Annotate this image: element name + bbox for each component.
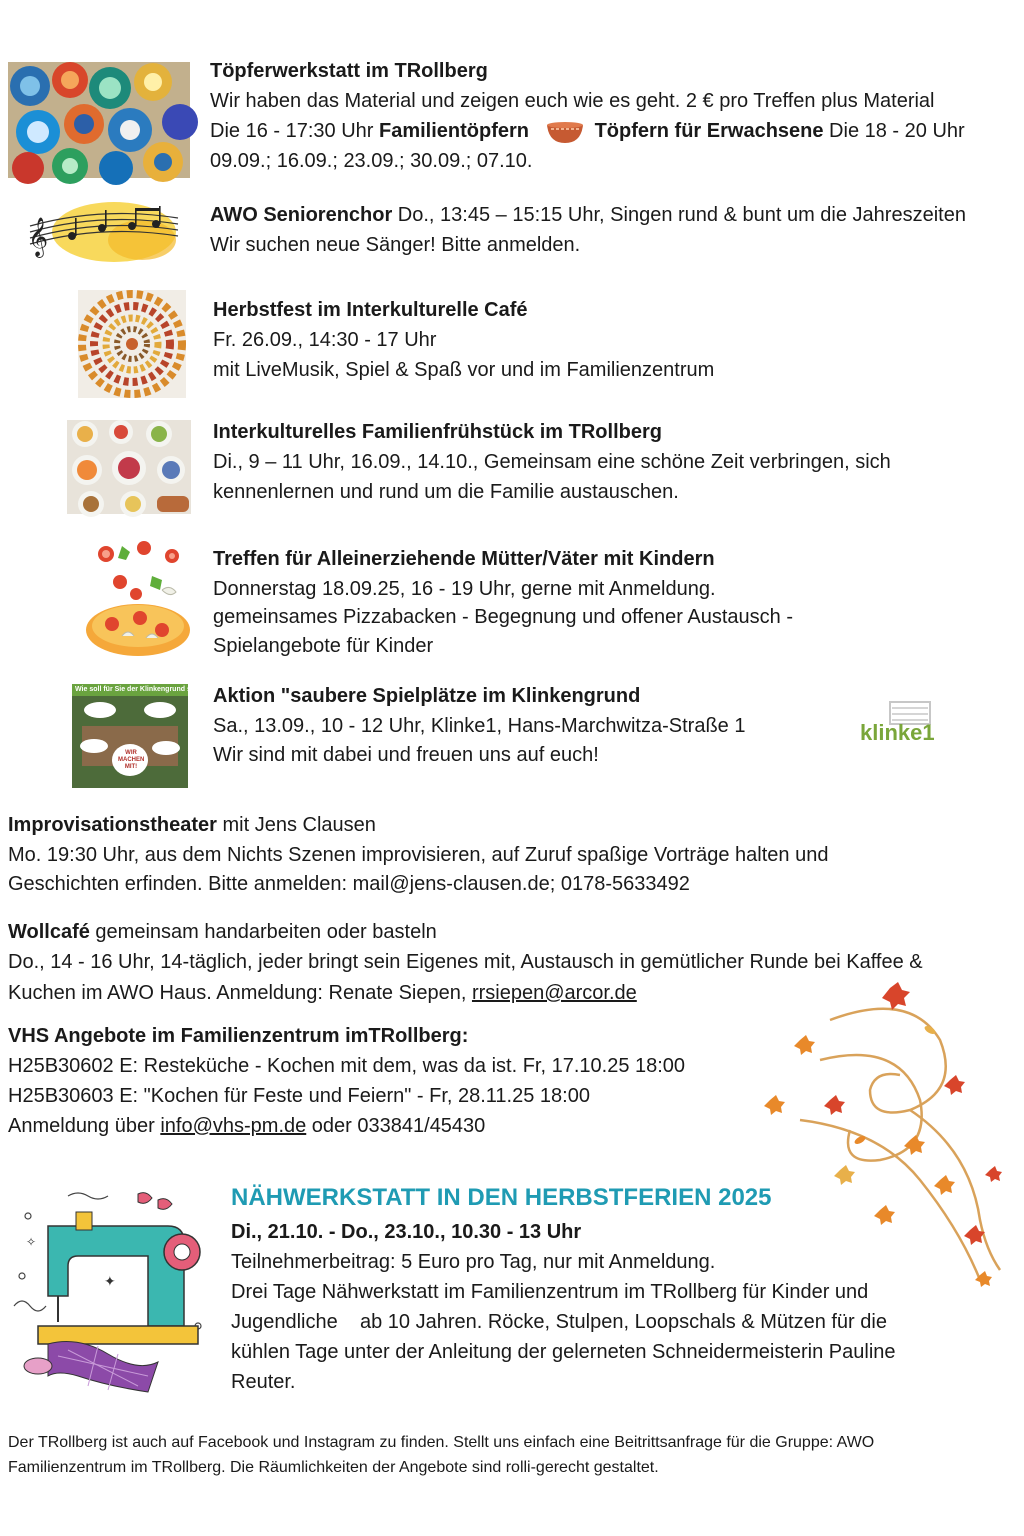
footer-line-2: Familienzentrum im TRollberg. Die Räumlichkeiten der Angebote sind rolli-gerecht gestaltet. [8, 1459, 659, 1476]
pottery-description: Wir haben das Material und zeigen euch wie es geht. 2 € pro Treffen plus Material [210, 90, 935, 112]
autumn-fest-title: Herbstfest im Interkulturelle Café [213, 299, 528, 321]
sewing-workshop-desc-1: Drei Tage Nähwerkstatt im Familienzentrum im TRollberg für Kinder und [231, 1281, 869, 1303]
footer-line-1: Der TRollberg ist auch auf Facebook und Instagram zu finden. Stellt uns einfach eine Beitrittsanfrage für die Gruppe: AWO [8, 1434, 875, 1451]
breakfast-schedule: Di., 9 – 11 Uhr, 16.09., 14.10., Gemeinsam eine schöne Zeit verbringen, sich [213, 451, 891, 473]
single-parents-title: Treffen für Alleinerziehende Mütter/Väter mit Kindern [213, 548, 715, 570]
breakfast-table-image [67, 420, 191, 514]
vhs-email-link[interactable]: info@vhs-pm.de [160, 1115, 307, 1137]
pottery-dates: 09.09.; 16.09.; 23.09.; 30.09.; 07.10. [210, 150, 533, 172]
poster-header: Wie soll für Sie der Klinkengrund sein? [72, 684, 188, 696]
pottery-adults-label: Töpfern für Erwachsene [594, 120, 824, 142]
svg-text:𝄞: 𝄞 [28, 217, 49, 257]
impro-description: Mo. 19:30 Uhr, aus dem Nichts Szenen improvisieren, auf Zuruf spaßige Vorträge halten und [8, 844, 829, 866]
svg-text:✦: ✦ [104, 1274, 116, 1290]
wool-cafe-registration [8, 978, 637, 1008]
pottery-adults-time: Die 18 - 20 Uhr [823, 120, 965, 142]
sewing-workshop-fee: Teilnehmerbeitrag: 5 Euro pro Tag, nur mit Anmeldung. [231, 1251, 716, 1273]
single-parents-time: Donnerstag 18.09.25, 16 - 19 Uhr, gerne mit Anmeldung. [213, 578, 716, 600]
single-parents-description: gemeinsames Pizzabacken - Begegnung und offener Austausch - [213, 606, 793, 628]
svg-text:✧: ✧ [26, 1235, 37, 1249]
choir-title: AWO Seniorenchor [210, 204, 393, 226]
autumn-leaves-swirl-image [760, 980, 1010, 1290]
sewing-workshop-dates: Di., 21.10. - Do., 23.10., 10.30 - 13 Uhr [231, 1221, 582, 1243]
pottery-family-label: Familientöpfern [378, 120, 529, 142]
klinkengrund-poster-image [72, 684, 206, 788]
pottery-schedule-family-time: Die 16 - 17:30 Uhr [210, 120, 379, 142]
wool-cafe-description: Do., 14 - 16 Uhr, 14-täglich, jeder bringt sein Eigenes mit, Austausch in gemütlicher Runde bei Kaffee & [8, 951, 923, 973]
sewing-workshop-desc-4: Reuter. [231, 1371, 296, 1393]
wool-cafe-email-link[interactable]: rrsiepen@arcor.de [471, 982, 637, 1004]
sewing-workshop-desc-3: kühlen Tage unter der Anleitung der gelerneten Schneidermeisterin Pauline [231, 1341, 896, 1363]
choir-line [210, 200, 966, 230]
vhs-course-1: H25B30602 E: Resteküche - Kochen mit dem, was da ist. Fr, 17.10.25 18:00 [8, 1055, 686, 1077]
playground-title: Aktion "saubere Spielplätze im Klinkengrund [213, 685, 641, 707]
pottery-bowls-image [8, 62, 190, 178]
breakfast-title: Interkulturelles Familienfrühstück im TRollberg [213, 421, 662, 443]
sewing-workshop-desc-2: Jugendliche ab 10 Jahren. Röcke, Stulpen, Loopschals & Mützen für die [231, 1311, 887, 1333]
wool-cafe-title: Wollcafé [8, 921, 90, 943]
vhs-title: VHS Angebote im Familienzentrum imTRollberg: [8, 1025, 469, 1047]
pizza-illustration [82, 536, 194, 660]
sewing-machine-illustration [8, 1186, 214, 1392]
autumn-fest-description: mit LiveMusik, Spiel & Spaß vor und im Familienzentrum [213, 359, 715, 381]
choir-note: Wir suchen neue Sänger! Bitte anmelden. [210, 234, 581, 256]
impro-registration: Geschichten erfinden. Bitte anmelden: mail@jens-clausen.de; 0178-5633492 [8, 873, 690, 895]
sewing-workshop-title: NÄHWERKSTATT IN DEN HERBSTFERIEN 2025 [231, 1184, 772, 1211]
klinke1-logo [856, 696, 946, 756]
klinke1-logo-text: klinke1 [860, 720, 935, 745]
autumn-fest-time: Fr. 26.09., 14:30 - 17 Uhr [213, 329, 437, 351]
leaf-mandala-image [78, 290, 186, 398]
single-parents-kids: Spielangebote für Kinder [213, 635, 434, 657]
pottery-title: Töpferwerkstatt im TRollberg [210, 60, 488, 82]
poster-bubble-text: WIR MACHEN MIT! [118, 750, 145, 770]
choir-schedule: Do., 13:45 – 15:15 Uhr, Singen rund & bunt um die Jahreszeiten [392, 204, 966, 226]
wool-cafe-subtitle: gemeinsam handarbeiten oder basteln [89, 921, 437, 943]
vhs-course-2: H25B30603 E: "Kochen für Feste und Feiern" - Fr, 28.11.25 18:00 [8, 1085, 590, 1107]
wool-cafe-registration-text: Kuchen im AWO Haus. Anmeldung: Renate Siepen, [8, 982, 472, 1004]
playground-note: Wir sind mit dabei und freuen uns auf euch! [213, 744, 599, 766]
pottery-schedule [210, 116, 965, 146]
impro-host: mit Jens Clausen [216, 814, 376, 836]
vhs-phone: oder 033841/45430 [306, 1115, 486, 1137]
impro-heading [8, 810, 376, 840]
wool-cafe-heading [8, 917, 437, 947]
playground-time-place: Sa., 13.09., 10 - 12 Uhr, Klinke1, Hans-Marchwitza-Straße 1 [213, 715, 746, 737]
bowl-icon [545, 119, 585, 145]
breakfast-description: kennenlernen und rund um die Familie austauschen. [213, 481, 679, 503]
impro-title: Improvisationstheater [8, 814, 217, 836]
vhs-registration [8, 1111, 485, 1141]
music-notes-image [22, 196, 184, 266]
vhs-registration-text: Anmeldung über [8, 1115, 161, 1137]
